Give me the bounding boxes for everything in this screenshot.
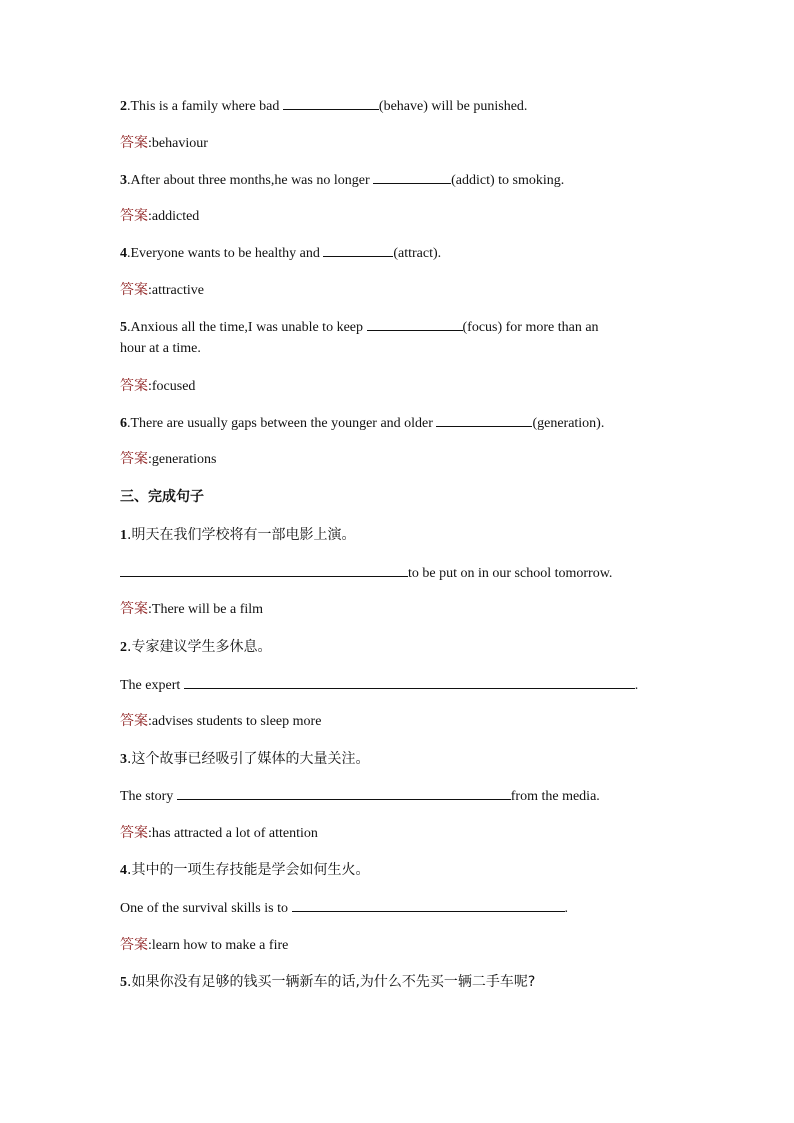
answer-text: :learn how to make a fire [148, 938, 289, 953]
sentence-after: . [634, 678, 639, 693]
answer-3 [120, 205, 660, 228]
translate-2-sentence [120, 674, 660, 697]
question-text-continued: hour at a time. [120, 341, 201, 356]
answer-label: 答案 [120, 601, 148, 617]
question-number: 5 [120, 320, 127, 335]
answer-blank [373, 169, 451, 184]
answer-label: 答案 [120, 937, 148, 953]
question-text-before: .Anxious all the time,I was unable to keep [127, 320, 367, 335]
question-4 [120, 242, 660, 265]
answer-blank [292, 897, 565, 912]
question-number: 6 [120, 416, 127, 431]
answer-label: 答案 [120, 451, 148, 467]
sentence-after: . [564, 901, 568, 916]
answer-text: :focused [148, 379, 196, 394]
question-text-after: (generation). [532, 416, 605, 431]
question-3 [120, 169, 660, 192]
sentence-after: from the media. [510, 789, 600, 804]
question-text-before: .There are usually gaps between the younger and older [127, 416, 437, 431]
question-number: 2 [120, 99, 127, 114]
answer-text: :behaviour [148, 136, 208, 151]
answer-text: :There will be a film [148, 602, 264, 617]
translate-4-sentence [120, 897, 660, 920]
answer-4 [120, 279, 660, 302]
answer-text: :advises students to sleep more [148, 714, 322, 729]
question-number: 2 [120, 640, 127, 655]
translate-4-answer [120, 934, 660, 957]
question-number: 5 [120, 975, 127, 990]
question-text-before: .After about three months,he was no longer [127, 173, 374, 188]
translate-3-prompt [120, 748, 660, 771]
question-number: 3 [120, 752, 127, 767]
answer-label: 答案 [120, 825, 148, 841]
sentence-after: to be put on in our school tomorrow. [408, 566, 613, 581]
translate-1-answer [120, 598, 660, 621]
translate-1-sentence [120, 562, 660, 585]
question-number: 3 [120, 173, 127, 188]
answer-label: 答案 [120, 135, 148, 151]
chinese-sentence: .其中的一项生存技能是学会如何生火。 [127, 862, 370, 878]
chinese-sentence: .明天在我们学校将有一部电影上演。 [127, 527, 356, 543]
question-number: 4 [120, 863, 127, 878]
translate-1-prompt [120, 524, 660, 547]
question-5 [120, 316, 660, 339]
answer-text: :generations [148, 452, 217, 467]
question-text-after: (focus) for more than an [462, 320, 599, 335]
answer-blank [177, 785, 511, 800]
answer-blank [436, 412, 532, 427]
translate-3-sentence [120, 785, 660, 808]
section-heading: 三、完成句子 [120, 489, 204, 505]
answer-text: :addicted [148, 209, 200, 224]
answer-blank [120, 562, 408, 577]
translate-5-prompt [120, 971, 660, 994]
translate-4-prompt [120, 859, 660, 882]
answer-blank [323, 242, 393, 257]
question-number: 1 [120, 528, 127, 543]
question-6 [120, 412, 660, 435]
answer-label: 答案 [120, 713, 148, 729]
answer-blank [184, 674, 635, 689]
chinese-sentence: .如果你没有足够的钱买一辆新车的话,为什么不先买一辆二手车呢? [127, 974, 536, 990]
sentence-before: The story [120, 789, 177, 804]
answer-text: :has attracted a lot of attention [148, 826, 318, 841]
answer-6 [120, 448, 660, 471]
chinese-sentence: .专家建议学生多休息。 [127, 639, 272, 655]
question-text-before: .Everyone wants to be healthy and [127, 246, 324, 261]
translate-3-answer [120, 822, 660, 845]
question-text-after: (behave) will be punished. [378, 99, 528, 114]
answer-blank [283, 95, 379, 110]
sentence-before: The expert [120, 678, 184, 693]
question-text-before: .This is a family where bad [127, 99, 283, 114]
question-2 [120, 95, 660, 118]
question-text-after: (attract). [393, 246, 442, 261]
answer-label: 答案 [120, 378, 148, 394]
answer-text: :attractive [148, 283, 204, 298]
answer-5 [120, 375, 660, 398]
chinese-sentence: .这个故事已经吸引了媒体的大量关注。 [127, 751, 370, 767]
sentence-before: One of the survival skills is to [120, 901, 292, 916]
question-text-after: (addict) to smoking. [451, 173, 565, 188]
answer-blank [367, 316, 463, 331]
question-number: 4 [120, 246, 127, 261]
answer-label: 答案 [120, 208, 148, 224]
question-5-continued [120, 338, 660, 360]
translate-2-prompt [120, 636, 660, 659]
answer-2 [120, 132, 660, 155]
translate-2-answer [120, 710, 660, 733]
answer-label: 答案 [120, 282, 148, 298]
